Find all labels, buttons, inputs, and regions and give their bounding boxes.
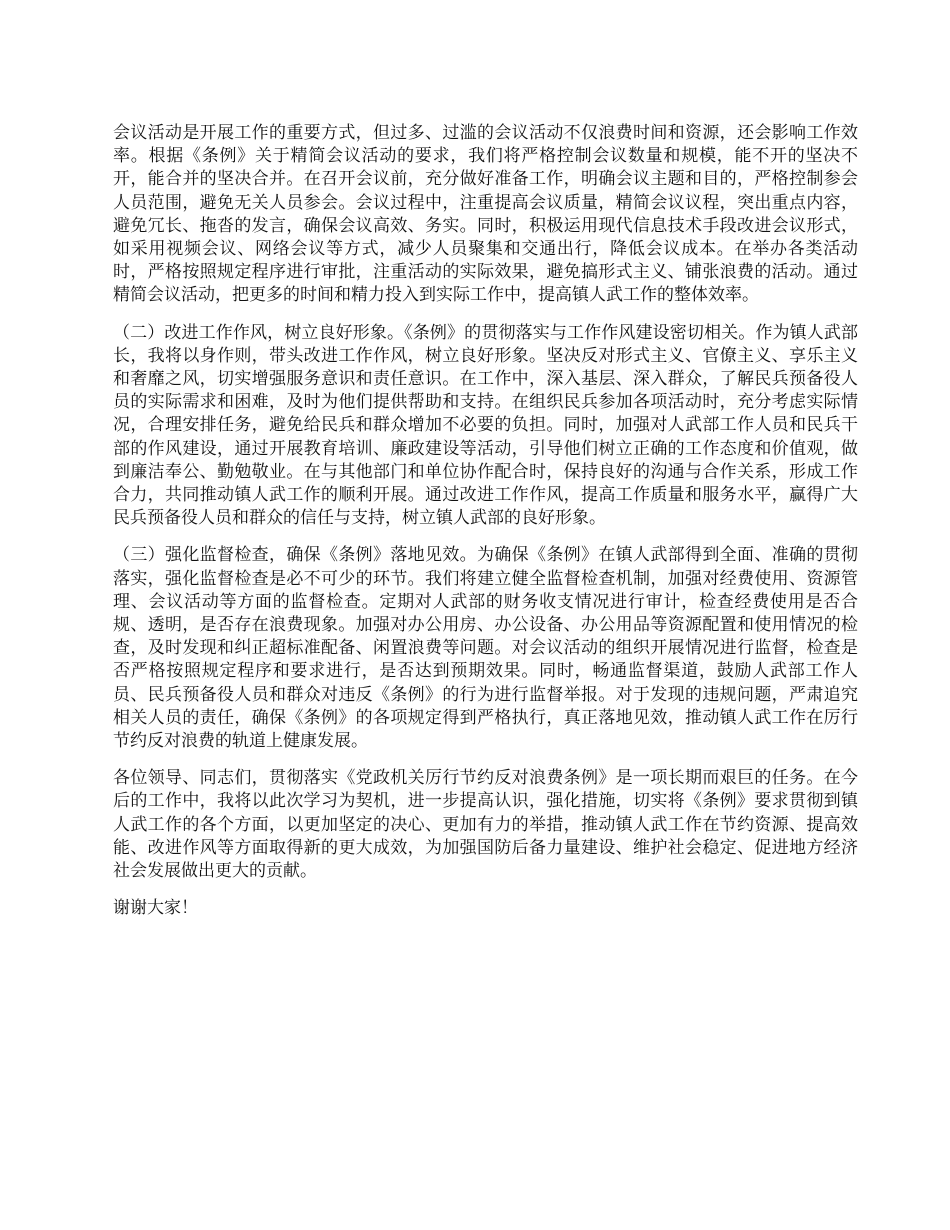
paragraph-conclusion: 各位领导、同志们，贯彻落实《党政机关厉行节约反对浪费条例》是一项长期而艰巨的任务。在今后的工作中，我将以此次学习为契机，进一步提高认识，强化措施，切实将《条例》要求贯彻到镇人武工作的各个方面，以更加坚定的决心、更加有力的举措，推动镇人武工作在节约资源、提高效能、改进作风等方面取得新的更大成效，为加强国防后备力量建设、维护社会稳定、促进地方经济社会发展做出更大的贡献。: [113, 768, 858, 882]
document-page: [113, 122, 858, 935]
paragraph-supervision: （三）强化监督检查，确保《条例》落地见效。为确保《条例》在镇人武部得到全面、准确的贯彻落实，强化监督检查是必不可少的环节。我们将建立健全监督检查机制，加强对经费使用、资源管理、会议活动等方面的监督检查。定期对人武部的财务收支情况进行审计，检查经费使用是否合规、透明，是否存在浪费现象。加强对办公用房、办公设备、办公用品等资源配置和使用情况的检查，及时发现和纠正超标准配备、闲置浪费等问题。对会议活动的组织开展情况进行监督，检查是否严格按照规定程序和要求进行，是否达到预期效果。同时，畅通监督渠道，鼓励人武部工作人员、民兵预备役人员和群众对违反《条例》的行为进行监督举报。对于发现的违规问题，严肃追究相关人员的责任，确保《条例》的各项规定得到严格执行，真正落地见效，推动镇人武工作在厉行节约反对浪费的轨道上健康发展。: [113, 545, 858, 752]
paragraph-thanks: 谢谢大家！: [113, 898, 198, 919]
paragraph-work-style: （二）改进工作作风，树立良好形象。《条例》的贯彻落实与工作作风建设密切相关。作为镇人武部长，我将以身作则，带头改进工作作风，树立良好形象。坚决反对形式主义、官僚主义、享乐主义和奢靡之风，切实增强服务意识和责任意识。在工作中，深入基层、深入群众，了解民兵预备役人员的实际需求和困难，及时为他们提供帮助和支持。在组织民兵参加各项活动时，充分考虑实际情况，合理安排任务，避免给民兵和群众增加不必要的负担。同时，加强对人武部工作人员和民兵干部的作风建设，通过开展教育培训、廉政建设等活动，引导他们树立正确的工作态度和价值观，做到廉洁奉公、勤勉敬业。在与其他部门和单位协作配合时，保持良好的沟通与合作关系，形成工作合力，共同推动镇人武工作的顺利开展。通过改进工作作风，提高工作质量和服务水平，赢得广大民兵预备役人员和群众的信任与支持，树立镇人武部的良好形象。: [113, 322, 858, 529]
paragraph-meeting-activities: 会议活动是开展工作的重要方式，但过多、过滥的会议活动不仅浪费时间和资源，还会影响工作效率。根据《条例》关于精简会议活动的要求，我们将严格控制会议数量和规模，能不开的坚决不开，能合并的坚决合并。在召开会议前，充分做好准备工作，明确会议主题和目的，严格控制参会人员范围，避免无关人员参会。会议过程中，注重提高会议质量，精简会议议程，突出重点内容，避免冗长、拖沓的发言，确保会议高效、务实。同时，积极运用现代信息技术手段改进会议形式，如采用视频会议、网络会议等方式，减少人员聚集和交通出行，降低会议成本。在举办各类活动时，严格按照规定程序进行审批，注重活动的实际效果，避免搞形式主义、铺张浪费的活动。通过精简会议活动，把更多的时间和精力投入到实际工作中，提高镇人武工作的整体效率。: [113, 123, 858, 306]
